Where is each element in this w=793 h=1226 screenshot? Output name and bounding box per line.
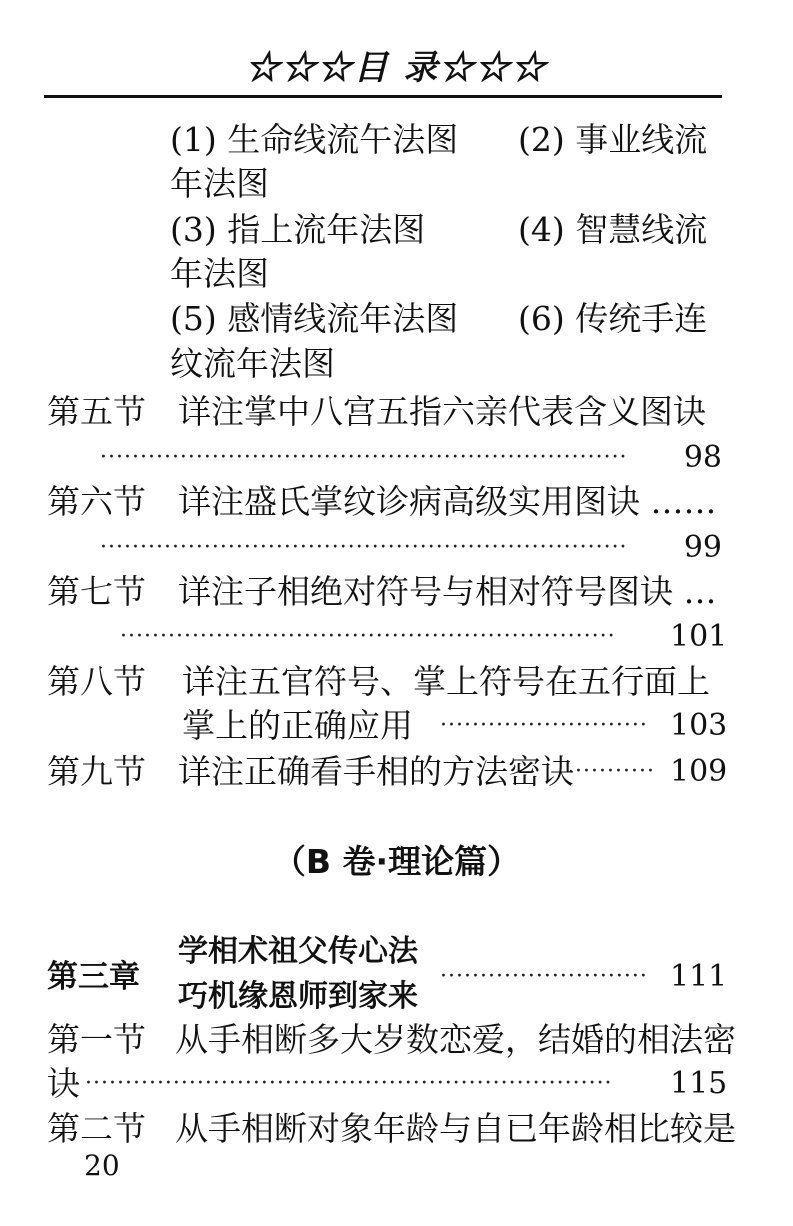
dot-leader: ·········· [575, 759, 655, 784]
page-number: 111 [670, 959, 728, 994]
section-label: 第二节 [47, 1109, 146, 1148]
diagram-item-4: (4) 智慧线流 [518, 210, 708, 249]
chapter-title-line-2: 巧机缘恩师到家来 [178, 979, 418, 1014]
page-number: 103 [670, 708, 728, 743]
dot-leader: ·································································· [100, 535, 628, 560]
page-number: 109 [670, 754, 728, 789]
diagram-item-1: (1) 生命线流午法图 [170, 120, 459, 159]
section-title: 详注子相绝对符号与相对符号图诀 … [178, 572, 717, 611]
footer-page-number: 20 [84, 1149, 120, 1182]
section-title-continued: 诀 [47, 1064, 80, 1103]
section-label: 第八节 [47, 662, 146, 701]
diagram-item-6: (6) 传统手连 [518, 299, 708, 338]
section-title: 详注正确看手相的方法密诀 [178, 752, 574, 791]
dot-leader: ······························································ [120, 624, 616, 649]
section-label: 第一节 [47, 1020, 146, 1059]
page-number: 115 [670, 1066, 728, 1101]
part-title: （B 卷·理论篇） [272, 842, 521, 881]
page-number: 101 [670, 619, 728, 654]
chapter-label: 第三章 [47, 959, 140, 995]
section-title: 详注盛氏掌纹诊病高级实用图诀 …… [178, 482, 717, 521]
header-divider [44, 95, 722, 98]
section-title: 详注掌中八宫五指六亲代表含义图诀 [178, 392, 706, 431]
section-title: 从手相断对象年龄与自已年龄相比较是 [175, 1109, 736, 1148]
page-number: 99 [683, 530, 722, 565]
section-label: 第七节 [47, 572, 146, 611]
page-number: 98 [683, 440, 722, 475]
section-title: 从手相断多大岁数恋爱，结婚的相法密 [175, 1020, 736, 1059]
page-title: ☆☆☆目 录☆☆☆ [245, 48, 548, 88]
diagram-item-4-continued: 年法图 [170, 254, 269, 293]
diagram-item-6-continued: 纹流年法图 [170, 344, 335, 383]
diagram-item-5: (5) 感情线流年法图 [170, 299, 459, 338]
diagram-item-2: (2) 事业线流 [518, 120, 708, 159]
section-label: 第六节 [47, 482, 146, 521]
dot-leader: ·································································· [85, 1071, 613, 1096]
section-title-continued: 掌上的正确应用 [182, 706, 413, 745]
dot-leader: ·································································· [100, 445, 628, 470]
dot-leader: ·························· [440, 964, 648, 989]
section-label: 第五节 [47, 392, 146, 431]
diagram-item-2-continued: 年法图 [170, 164, 269, 203]
section-label: 第九节 [47, 752, 146, 791]
chapter-title-line-1: 学相术祖父传心法 [178, 934, 418, 969]
diagram-item-3: (3) 指上流年法图 [170, 210, 426, 249]
section-title: 详注五官符号、掌上符号在五行面上 [182, 662, 710, 701]
dot-leader: ·························· [440, 713, 648, 738]
